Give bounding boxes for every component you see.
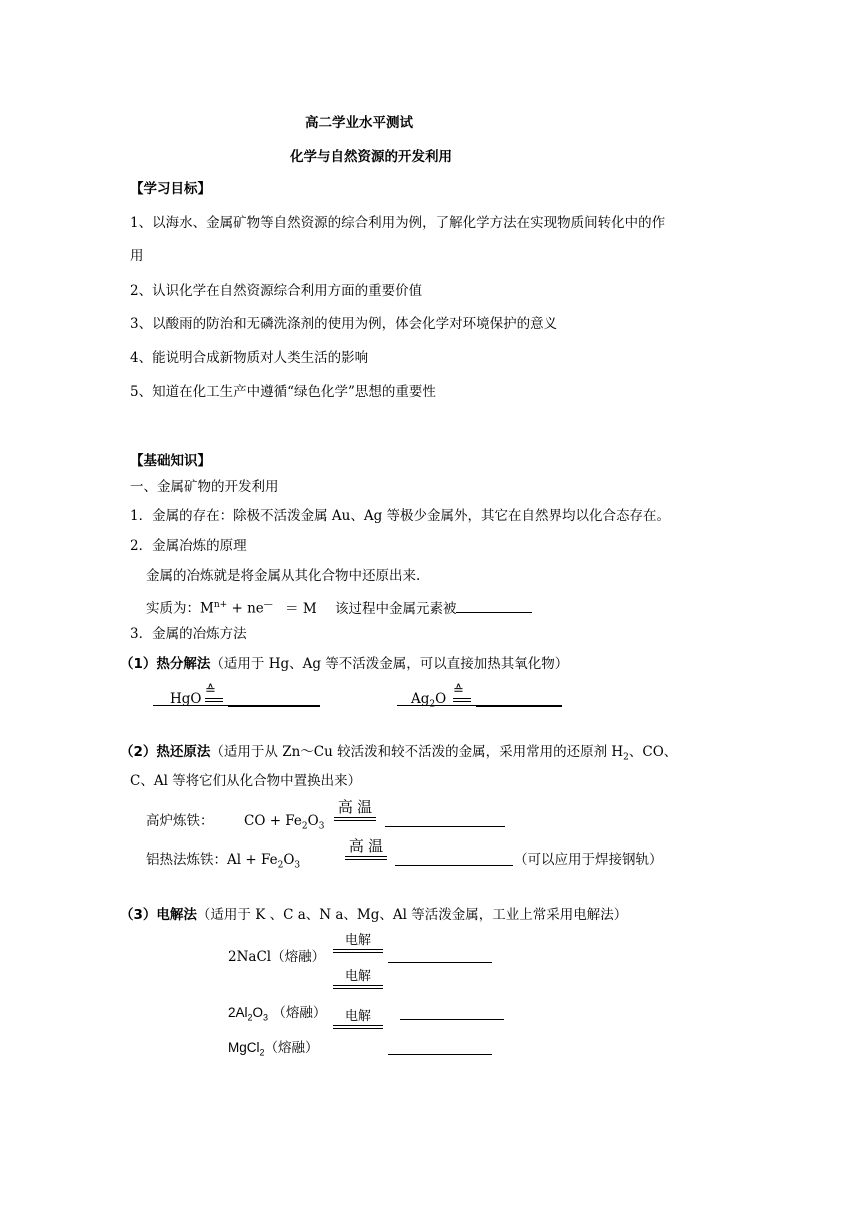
essence-sup: n+ bbox=[213, 600, 228, 610]
page-title: 高二学业水平测试 bbox=[305, 115, 413, 131]
reaction-nacl: 2NaCl（熔融） bbox=[228, 949, 326, 965]
electrolysis-condition: 电解 bbox=[333, 932, 383, 953]
answer-blank[interactable] bbox=[456, 598, 532, 613]
goals-heading: 【学习目标】 bbox=[130, 181, 211, 197]
essence-equation bbox=[146, 596, 532, 618]
method-1-desc: （适用于 Hg、Ag 等不活泼金属，可以直接加热其氧化物） bbox=[210, 656, 569, 672]
answer-blank[interactable] bbox=[400, 1005, 504, 1020]
method-1-label: （1）热分解法 bbox=[120, 656, 211, 672]
essence-tail: 该过程中金属元素被 bbox=[334, 600, 457, 617]
essence-sup2: — bbox=[263, 600, 273, 610]
reaction-thermite: 铝热法炼铁：$Al + Fe_2O_3$ bbox=[146, 852, 301, 871]
method-3 bbox=[120, 906, 627, 924]
goal-item: 用 bbox=[130, 248, 144, 264]
method-3-desc: （适用于 K 、C a、N a、Mg、Al 等活泼金属，工业上常采用电解法） bbox=[196, 907, 628, 923]
electrolysis-condition: 电解 bbox=[333, 1008, 383, 1029]
answer-blank[interactable] bbox=[388, 1040, 492, 1055]
basic-item-1: 1．金属的存在：除极不活泼金属 Au、Ag 等极少金属外，其它在自然界均以化合态存在。 bbox=[130, 508, 671, 524]
essence-mid: + ne bbox=[227, 600, 264, 617]
method-2-desc: （适用于从 Zn～Cu 较活泼和较不活泼的金属，采用常用的还原剂 H bbox=[210, 744, 624, 760]
blast-furnace-label: 高炉炼铁： bbox=[146, 813, 214, 829]
basic-item-3: 3．金属的冶炼方法 bbox=[130, 626, 247, 642]
answer-blank[interactable] bbox=[385, 812, 505, 827]
essence-prefix: 实质为：M bbox=[146, 600, 214, 617]
method-2-desc2: C、Al 等将它们从化合物中置换出来） bbox=[130, 773, 362, 789]
heat-icon: ≙ bbox=[453, 684, 471, 702]
section-heading: 一、金属矿物的开发利用 bbox=[130, 479, 279, 495]
basic-item-2-text: 金属的冶炼就是将金属从其化合物中还原出来. bbox=[146, 568, 421, 584]
goal-item: 3、以酸雨的防治和无磷洗涤剂的使用为例，体会化学对环境保护的意义 bbox=[130, 316, 558, 332]
method-3-label: （3）电解法 bbox=[120, 907, 197, 923]
essence-eq: ＝ M bbox=[285, 600, 317, 617]
thermite-note: （可以应用于焊接钢轨） bbox=[514, 852, 663, 868]
goal-item: 2、认识化学在自然资源综合利用方面的重要价值 bbox=[130, 283, 423, 299]
goal-item: 4、能说明合成新物质对人类生活的影响 bbox=[130, 350, 369, 366]
basic-item-2: 2．金属冶炼的原理 bbox=[130, 538, 247, 554]
high-temp-condition: 高 温 bbox=[345, 839, 387, 860]
goal-item: 1、以海水、金属矿物等自然资源的综合利用为例，了解化学方法在实现物质间转化中的作 bbox=[130, 215, 666, 231]
reaction-al2o3: $2Al_2O_3$ （熔融） bbox=[228, 1005, 327, 1023]
goal-item: 5、知道在化工生产中遵循“绿色化学”思想的重要性 bbox=[130, 384, 436, 400]
reaction-blast-furnace: CO + $Fe_2O_3$ bbox=[244, 813, 325, 832]
method-2: （2）热还原法（适用于从 Zn～Cu 较活泼和较不活泼的金属，采用常用的还原剂 $H_2$、CO、 bbox=[120, 744, 678, 763]
answer-blank[interactable] bbox=[228, 692, 320, 707]
method-2-label: （2）热还原法 bbox=[120, 744, 211, 760]
answer-blank[interactable] bbox=[388, 948, 492, 963]
high-temp-condition: 高 温 bbox=[334, 800, 376, 821]
reaction-ag2o: $Ag_2O$ bbox=[411, 691, 447, 710]
heat-icon: ≙ bbox=[205, 684, 223, 702]
answer-blank[interactable] bbox=[476, 692, 562, 707]
reaction-hgo: HgO bbox=[170, 691, 202, 707]
method-1 bbox=[120, 655, 568, 673]
page-subtitle: 化学与自然资源的开发利用 bbox=[290, 149, 452, 165]
reaction-mgcl2: MgCl$_2$（熔融） bbox=[228, 1040, 319, 1058]
electrolysis-condition: 电解 bbox=[333, 968, 383, 989]
answer-blank[interactable] bbox=[395, 851, 513, 866]
basics-heading: 【基础知识】 bbox=[130, 453, 211, 469]
